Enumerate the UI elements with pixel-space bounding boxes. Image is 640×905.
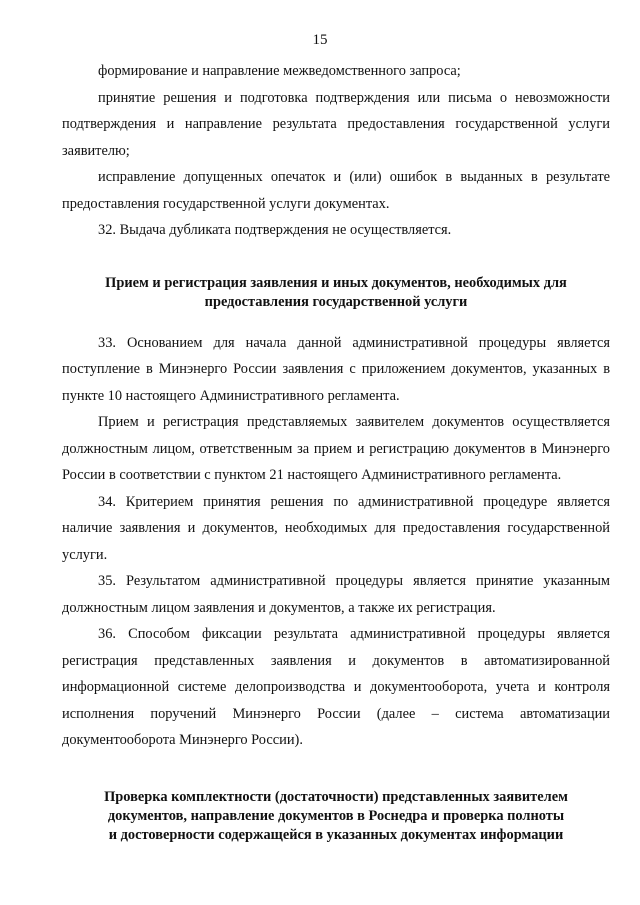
paragraph-32: 32. Выдача дубликата подтверждения не осуществляется.	[98, 222, 452, 238]
section-heading	[62, 788, 610, 845]
spacer	[62, 244, 610, 274]
spacer	[62, 754, 610, 788]
paragraph-35: 35. Результатом административной процедуры является принятие указанным должностным лицом заявления и документов, а также их регистрация.	[62, 573, 610, 616]
paragraph-33-continued: Прием и регистрация представляемых заявителем документов осуществляется должностным лицом, ответственным за прием и регистрацию документов в Минэнерго России в соответствии с пунктом 21 настоящего Административного регламента.	[62, 414, 610, 483]
section-heading-line: Проверка комплектности (достаточности) представленных заявителем	[104, 788, 568, 805]
list-item: принятие решения и подготовка подтверждения или письма о невозможности подтверждения и направление результата предоставления государственной услуги заявителю;	[62, 89, 610, 159]
list-item: формирование и направление межведомственного запроса;	[98, 63, 461, 79]
spacer	[62, 312, 610, 330]
section-heading-line: Прием и регистрация заявления и иных документов, необходимых для	[105, 274, 567, 291]
paragraph-34: 34. Критерием принятия решения по административной процедуре является наличие заявления и документов, необходимых для предоставления государственной услуги.	[62, 493, 610, 563]
paragraph-36: 36. Способом фиксации результата административной процедуры является регистрация представленных заявления и документов в автоматизированной информационной системе делопроизводства и документооборота, учета и контроля исполнения поручений Минэнерго России (далее – система автоматизации документооборота Минэнерго России).	[62, 626, 610, 748]
section-heading	[62, 274, 610, 312]
document-body	[62, 58, 610, 845]
section-heading-line: документов, направление документов в Роснедра и проверка полноты	[107, 807, 565, 824]
page-number: 15	[312, 32, 328, 48]
section-heading-line: и достоверности содержащейся в указанных документах информации	[108, 826, 564, 843]
section-heading-line: предоставления государственной услуги	[204, 293, 468, 310]
list-item: исправление допущенных опечаток и (или) ошибок в выданных в результате предоставления государственной услуги документах.	[62, 169, 610, 212]
paragraph-33: 33. Основанием для начала данной административной процедуры является поступление в Минэнерго России заявления с приложением документов, указанных в пункте 10 настоящего Административного регламента.	[62, 334, 610, 404]
